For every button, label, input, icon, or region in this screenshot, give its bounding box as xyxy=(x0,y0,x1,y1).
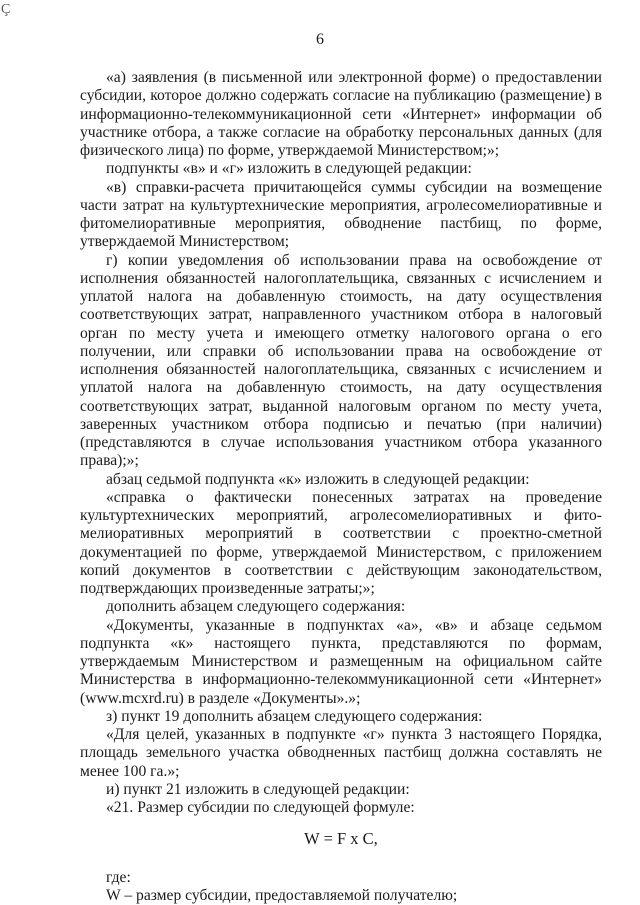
paragraph-subclause-a: «а) заявления (в письменной или электронной форме) о предоставлении субсидии, которое должно содержать согласие на публикацию (размещение) в информационно-телекоммуникационной сети «Интернет» информации об участнике отбора, а также согласие на обработку персональных данных (для физического лица) по форме, утверждаемой Министерством;»; xyxy=(80,69,602,159)
paragraph-add-intro: дополнить абзацем следующего содержания: xyxy=(106,598,406,616)
paragraph-subclause-k-intro: абзац седьмой подпункта «к» изложить в следующей редакции: xyxy=(106,470,530,488)
paragraph-certificate-costs: «справка о фактически понесенных затратах на проведение культуртехнических мероприятий, агролесомелиоративных и фито-мелиоративных мероприятий в соответствии с проектно-сметной документацией по форме, утверждаемой Министерством, с приложением копий документов в соответствии с действующим законодательством, подтверждающих произведенные затраты;»; xyxy=(80,488,602,597)
subsidy-formula: W = F x C, xyxy=(304,829,378,849)
paragraph-subclause-v: «в) справки-расчета причитающейся суммы субсидии на возмещение части затрат на культуртехнические мероприятия, агролесомелиоративные и фитомелиоративные мероприятия, обводнение пастбищ, по форме, утверждаемой Министерством; xyxy=(80,178,602,251)
document-body xyxy=(80,69,602,905)
page-number: 6 xyxy=(316,31,324,48)
paragraph-clause-19-intro: з) пункт 19 дополнить абзацем следующего содержания: xyxy=(106,707,483,725)
paragraph-documents: «Документы, указанные в подпунктах «а», «в» и абзаце седьмом подпункта «к» настоящего пункта, представляются по формам, утверждаемым Министерством и размещенным на официальном сайте Министерства в информационно-телекоммуникационной сети «Интернет» (www.mcxrd.ru) в разделе «Документы».»; xyxy=(80,616,602,707)
corner-mark: Ç xyxy=(1,2,11,17)
paragraph-w-definition: W – размер субсидии, предоставляемой получателю; xyxy=(106,886,458,904)
paragraph-subclauses-v-g-intro: подпункты «в» и «г» изложить в следующей редакции: xyxy=(106,160,472,178)
paragraph-where: где: xyxy=(106,868,131,886)
paragraph-clause-19-text: «Для целей, указанных в подпункте «г» пункта 3 настоящего Порядка, площадь земельного участка обводненных пастбищ должна составлять не менее 100 га.»; xyxy=(80,726,602,780)
paragraph-subclause-g: г) копии уведомления об использовании права на освобождение от исполнения обязанностей налогоплательщика, связанных с исчислением и уплатой налога на добавленную стоимость, на дату осуществления соответствующих затрат, направленного участником отбора в налоговый орган по месту учета и имеющего отметку налогового органа о его получении, или справки об использовании права на освобождение от исполнения обязанностей налогоплательщика, связанных с исчислением и уплатой налога на добавленную стоимость, на дату осуществления соответствующих затрат, выданной налоговым органом по месту учета, заверенных участником отбора подписью и печатью (при наличии) (представляются в случае использования участником отбора указанного права);»; xyxy=(80,251,602,470)
paragraph-clause-21-text: «21. Размер субсидии по следующей формуле: xyxy=(106,799,415,816)
paragraph-clause-21-intro: и) пункт 21 изложить в следующей редакции: xyxy=(106,780,410,798)
